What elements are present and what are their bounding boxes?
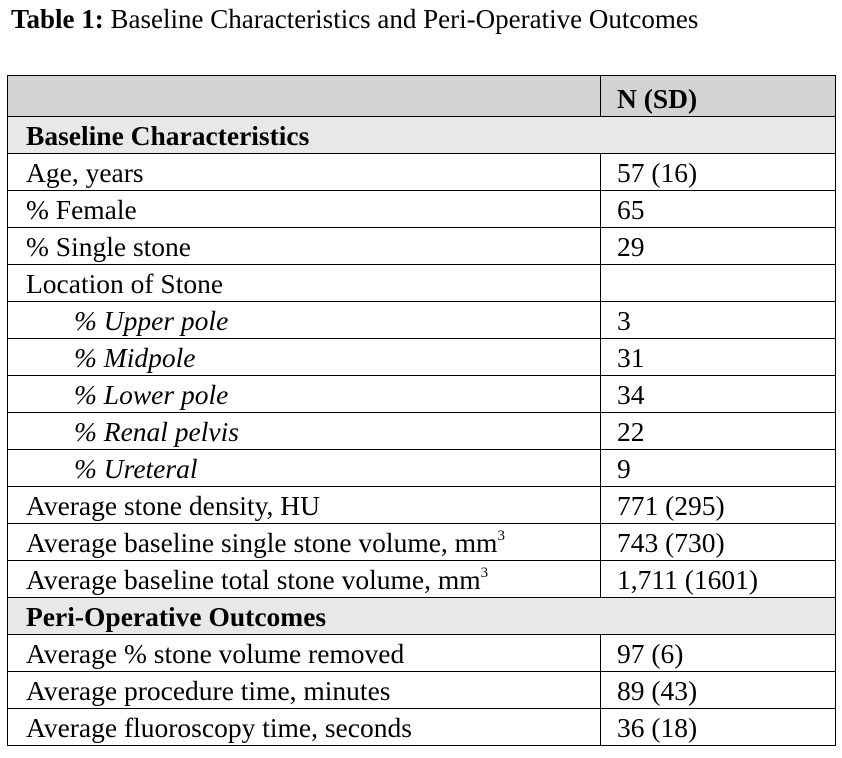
row-value: 771 (295) — [601, 487, 836, 524]
caption-label: Table 1: — [11, 4, 104, 34]
row-value: 65 — [601, 191, 836, 228]
row-value: 31 — [601, 339, 836, 376]
row-label — [8, 339, 601, 376]
row-value: 743 (730) — [601, 524, 836, 561]
row-label-text: % Midpole — [74, 342, 196, 373]
section-label: Peri-Operative Outcomes — [8, 598, 836, 635]
table-caption — [11, 4, 698, 35]
row-value: 34 — [601, 376, 836, 413]
row-label — [8, 561, 601, 598]
row-label-text: % Renal pelvis — [74, 416, 239, 447]
row-label-text: Location of Stone — [26, 268, 224, 299]
row-value: 97 (6) — [601, 635, 836, 672]
row-label — [8, 450, 601, 487]
row-value: 3 — [601, 302, 836, 339]
table-row — [8, 672, 836, 709]
row-label — [8, 413, 601, 450]
row-label-text: Average % stone volume removed — [26, 638, 405, 669]
row-label-text: % Upper pole — [74, 305, 229, 336]
section-row — [8, 117, 836, 154]
row-label — [8, 154, 601, 191]
table-row — [8, 302, 836, 339]
row-value: 36 (18) — [601, 709, 836, 746]
caption-text: Baseline Characteristics and Peri-Operative Outcomes — [103, 4, 699, 34]
row-label-text: % Single stone — [26, 231, 191, 262]
table-row — [8, 635, 836, 672]
table-row — [8, 413, 836, 450]
row-label — [8, 228, 601, 265]
table-row — [8, 524, 836, 561]
header-cell-value: N (SD) — [601, 76, 836, 117]
characteristics-table — [7, 75, 836, 746]
row-value: 29 — [601, 228, 836, 265]
header-row — [8, 76, 836, 117]
table-row — [8, 376, 836, 413]
row-value: 9 — [601, 450, 836, 487]
row-label-text: Average fluoroscopy time, seconds — [26, 712, 412, 743]
table-row — [8, 191, 836, 228]
table-row — [8, 265, 836, 302]
row-value: 22 — [601, 413, 836, 450]
superscript: 3 — [480, 565, 489, 581]
row-label-text: % Female — [26, 194, 137, 225]
row-label — [8, 635, 601, 672]
row-label — [8, 376, 601, 413]
row-label — [8, 672, 601, 709]
header-cell-label — [8, 76, 601, 117]
table-row — [8, 561, 836, 598]
table-row — [8, 487, 836, 524]
table-row — [8, 228, 836, 265]
table-row — [8, 709, 836, 746]
table-row — [8, 339, 836, 376]
row-value — [601, 265, 836, 302]
superscript: 3 — [497, 528, 505, 544]
row-label-text: Average baseline total stone volume, mm — [26, 564, 481, 595]
section-row — [8, 598, 836, 635]
table-row — [8, 450, 836, 487]
row-label-text: % Ureteral — [74, 453, 198, 484]
row-label — [8, 191, 601, 228]
row-label-text: Average procedure time, minutes — [26, 675, 391, 706]
row-label — [8, 265, 601, 302]
row-label — [8, 524, 601, 561]
row-label-text: Average stone density, HU — [26, 490, 321, 521]
row-value: 89 (43) — [601, 672, 836, 709]
row-label — [8, 302, 601, 339]
row-label-text: Age, years — [26, 157, 144, 188]
row-value: 57 (16) — [601, 154, 836, 191]
section-label: Baseline Characteristics — [8, 117, 836, 154]
table-row — [8, 154, 836, 191]
row-label — [8, 487, 601, 524]
row-label-text: % Lower pole — [74, 379, 229, 410]
row-value: 1,711 (1601) — [601, 561, 836, 598]
row-label-text: Average baseline single stone volume, mm — [26, 527, 498, 558]
row-label — [8, 709, 601, 746]
